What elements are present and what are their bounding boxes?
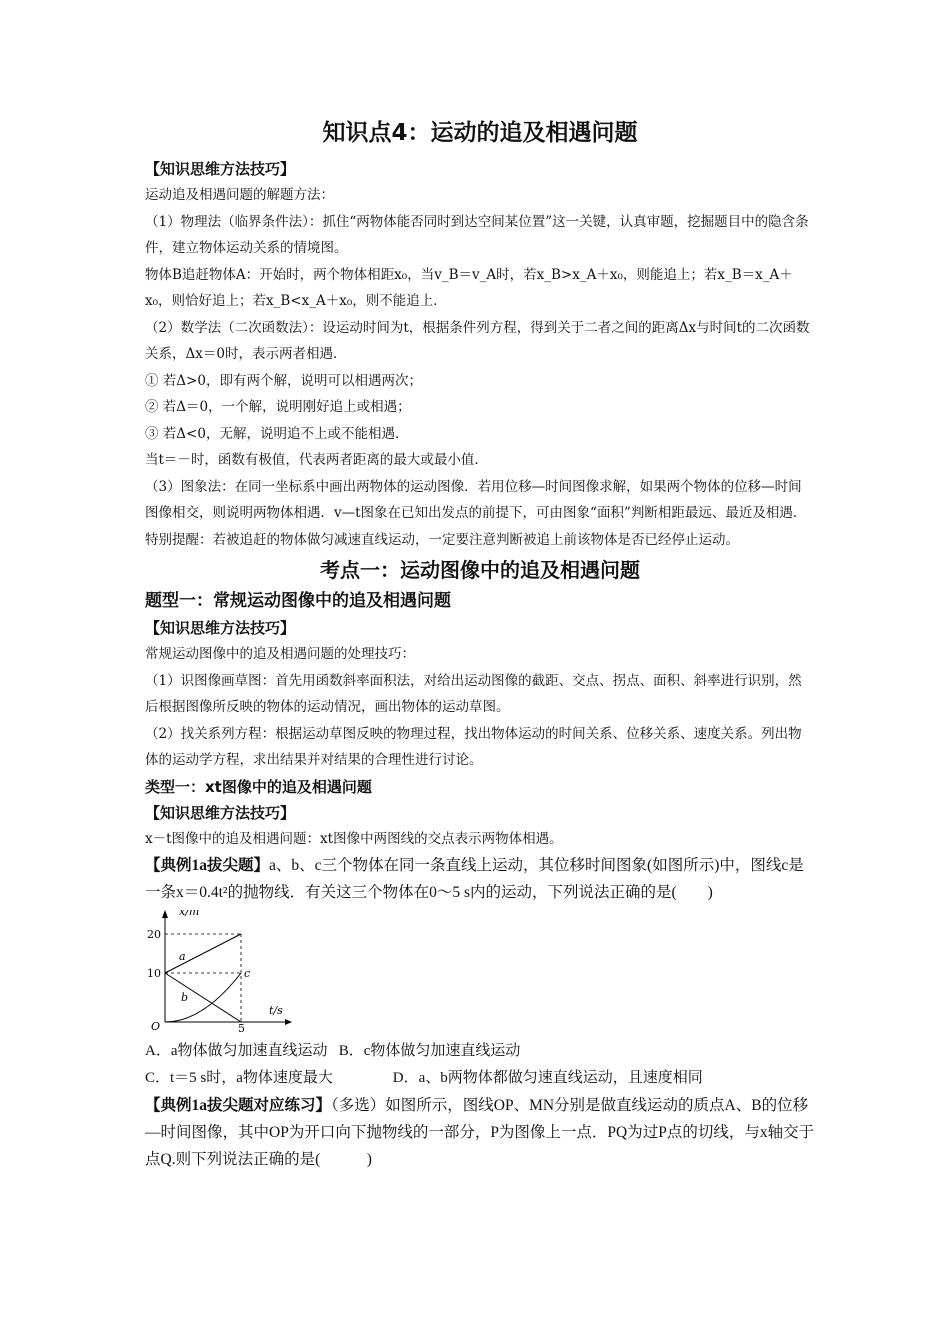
paragraph: （3）图象法：在同一坐标系中画出两物体的运动图像．若用位移—时间图像求解，如果两个物体的位移—时间图像相交，则说明两物体相遇．v—t图象在已知出发点的前提下，可由图象“面积”判断相距最远、最近及相遇． bbox=[145, 478, 807, 521]
t-axis-arrow bbox=[285, 1019, 292, 1025]
paragraph: （1）识图像画草图：首先用函数斜率面积法，对给出运动图像的截距、交点、拐点、面积、斜率进行识别，然后根据图像所反映的物体的运动情况，画出物体的运动草图。 bbox=[145, 672, 802, 715]
paragraph: 当t＝－时，函数有极值，代表两者距离的最大或最小值． bbox=[145, 452, 488, 468]
paragraph: （2）找关系列方程：根据运动草图反映的物理过程，找出物体运动的时间关系、位移关系、速度关系。列出物体的运动学方程，求出结果并对结果的合理性进行讨论。 bbox=[145, 725, 802, 768]
option-c: C．t＝5 s时，a物体速度最大 bbox=[145, 1070, 333, 1086]
x-axis-arrow bbox=[162, 910, 168, 918]
practice-label: 【典例1a拔尖题对应练习】 bbox=[145, 1097, 332, 1114]
label-a: a bbox=[179, 950, 186, 963]
example-text: a、b、c三个物体在同一条直线上运动，其位移时间图象(如图所示)中，图线c是一条x＝0.4t²的抛物线．有关这三个物体在0～5 s内的运动，下列说法正确的是( ) bbox=[145, 857, 804, 901]
case-item: ② 若Δ＝0，一个解，说明刚好追上或相遇； bbox=[145, 399, 411, 415]
option-d: D．a、b两物体都做匀速直线运动，且速度相同 bbox=[392, 1070, 703, 1086]
paragraph: x－t图像中的追及相遇问题：xt图像中两图线的交点表示两物体相遇。 bbox=[145, 830, 563, 847]
paragraph: 运动追及相遇问题的解题方法： bbox=[145, 187, 334, 203]
label-b: b bbox=[181, 991, 189, 1004]
ylabel: x/m bbox=[179, 910, 200, 918]
practice-question bbox=[145, 1092, 815, 1173]
origin-label: O bbox=[151, 1020, 161, 1032]
section-heading: 【知识思维方法技巧】 bbox=[145, 619, 296, 637]
line-a bbox=[165, 934, 241, 973]
tick-5: 5 bbox=[238, 1022, 245, 1032]
category-heading: 类型一：xt图像中的追及相遇问题 bbox=[145, 777, 372, 796]
section-heading: 【知识思维方法技巧】 bbox=[145, 160, 296, 178]
option-a: A．a物体做匀加速直线运动 bbox=[145, 1043, 328, 1059]
question-type-heading: 题型一：常规运动图像中的追及相遇问题 bbox=[145, 591, 451, 611]
xt-graph bbox=[145, 910, 815, 1036]
xt-graph-svg bbox=[145, 910, 305, 1032]
line-b bbox=[165, 973, 241, 1022]
xlabel: t/s bbox=[269, 1004, 283, 1017]
section-heading: 【知识思维方法技巧】 bbox=[145, 803, 296, 822]
case-item: ③ 若Δ<0，无解，说明追不上或不能相遇． bbox=[145, 425, 409, 442]
paragraph: （1）物理法（临界条件法）：抓住“两物体能否同时到达空间某位置”这一关键，认真审题，挖掘题目中的隐含条件，建立物体运动关系的情境图。 bbox=[145, 213, 809, 256]
document-page bbox=[145, 112, 815, 1173]
paragraph: （2）数学法（二次函数法）：设运动时间为t，根据条件列方程，得到关于二者之间的距离Δx与时间t的二次函数关系，Δx＝0时，表示两者相遇． bbox=[145, 319, 810, 362]
options-row-1 bbox=[145, 1038, 815, 1065]
options-row-2 bbox=[145, 1065, 815, 1092]
example-question bbox=[145, 852, 815, 906]
section-title: 考点一：运动图像中的追及相遇问题 bbox=[320, 558, 640, 582]
tick-10: 10 bbox=[147, 967, 161, 980]
tick-20: 20 bbox=[147, 928, 161, 941]
label-c: c bbox=[244, 967, 251, 980]
paragraph: 物体B追赶物体A：开始时，两个物体相距x₀，当v_B＝v_A时，若x_B>x_A＋x₀，则能追上；若x_B＝x_A＋x₀，则恰好追上；若x_B<x_A＋x₀，则不能追上． bbox=[145, 266, 793, 309]
practice-text: （多选）如图所示，图线OP、MN分别是做直线运动的质点A、B的位移—时间图像，其中OP为开口向下抛物线的一部分，P为图像上一点．PQ为过P点的切线，与x轴交于点Q.则下列说法正确的是( ) bbox=[145, 1097, 815, 1168]
paragraph: 常规运动图像中的追及相遇问题的处理技巧： bbox=[145, 646, 415, 662]
page-title: 知识点4：运动的追及相遇问题 bbox=[322, 120, 638, 146]
option-b: B．c物体做匀加速直线运动 bbox=[338, 1043, 521, 1059]
case-item: ① 若Δ>0，即有两个解，说明可以相遇两次； bbox=[145, 372, 422, 389]
example-label: 【典例1a拔尖题】 bbox=[145, 857, 270, 874]
paragraph: 特别提醒：若被追赶的物体做匀减速直线运动，一定要注意判断被追上前该物体是否已经停止运动。 bbox=[145, 531, 739, 548]
